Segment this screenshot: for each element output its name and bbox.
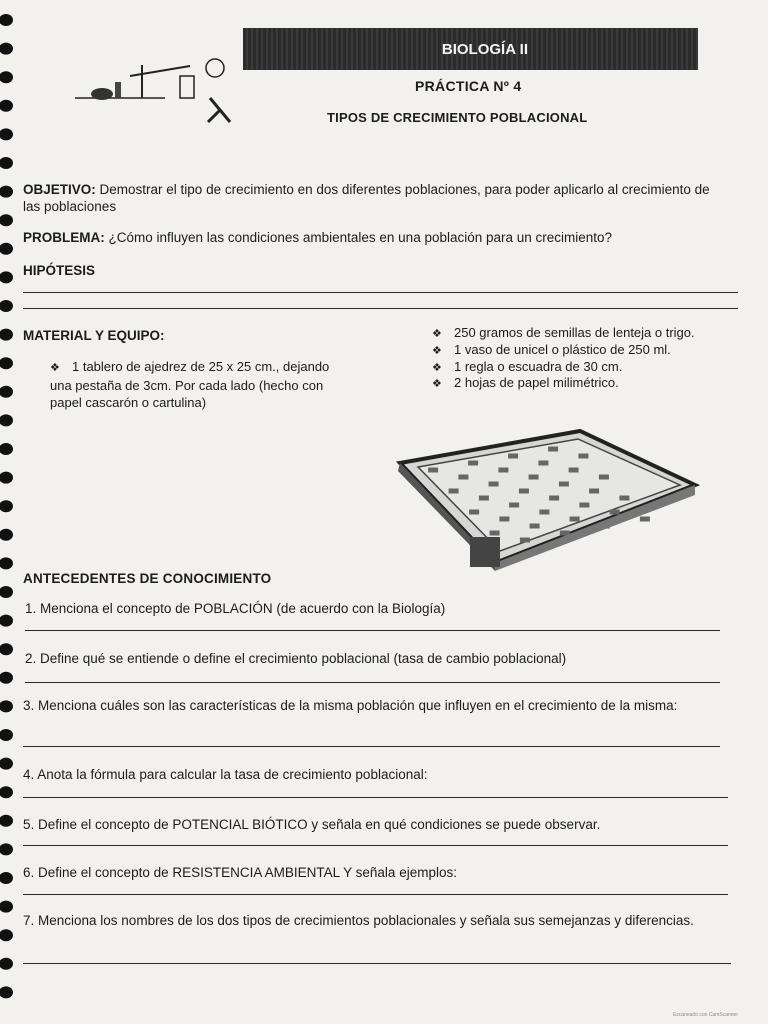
spiral-ring xyxy=(0,14,13,26)
board-square xyxy=(520,538,530,543)
board-square xyxy=(428,468,438,473)
board-square xyxy=(570,517,580,522)
spiral-ring xyxy=(0,958,13,970)
board-square xyxy=(579,503,589,508)
spiral-ring xyxy=(0,214,13,226)
objective-text: Demostrar el tipo de crecimiento en dos diferentes poblaciones, para poder aplicarlo al crecimiento de las poblaciones xyxy=(23,182,710,214)
board-square xyxy=(469,510,479,515)
spiral-ring xyxy=(0,529,13,541)
spiral-ring xyxy=(0,357,13,369)
spiral-ring xyxy=(0,500,13,512)
board-square xyxy=(519,489,529,494)
spiral-ring xyxy=(0,243,13,255)
spiral-ring xyxy=(0,71,13,83)
diamond-bullet-icon: ❖ xyxy=(432,362,442,374)
diamond-bullet-icon: ❖ xyxy=(50,362,60,374)
problem-text: ¿Cómo influyen las condiciones ambientales en una población para un crecimiento? xyxy=(108,230,613,245)
question-2: 2. Define qué se entiende o define el crecimiento poblacional (tasa de cambio poblacional) xyxy=(25,651,567,666)
board-square xyxy=(559,482,569,487)
spiral-binding xyxy=(0,0,22,1024)
hypothesis-line-2 xyxy=(23,308,738,309)
diamond-bullet-icon: ❖ xyxy=(432,328,442,340)
material-item: ❖ 250 gramos de semillas de lenteja o trigo. xyxy=(432,324,752,343)
chessboard-tray-illustration xyxy=(390,425,700,573)
board-square xyxy=(479,496,489,501)
board-square xyxy=(569,468,579,473)
board-square xyxy=(499,517,509,522)
question-7: 7. Menciona los nombres de los dos tipos de crecimientos poblacionales y señala sus semejanzas y diferencias. xyxy=(23,913,694,928)
spiral-ring xyxy=(0,700,13,712)
answer-line-6 xyxy=(23,894,728,895)
board-square xyxy=(530,524,540,529)
answer-line-2 xyxy=(25,682,720,683)
material-item: ❖ 1 regla o escuadra de 30 cm. xyxy=(432,358,752,377)
objective-section xyxy=(23,181,723,215)
board-square xyxy=(640,517,650,522)
spiral-ring xyxy=(0,157,13,169)
board-square xyxy=(539,510,549,515)
spiral-ring xyxy=(0,300,13,312)
board-square xyxy=(489,482,499,487)
diamond-bullet-icon: ❖ xyxy=(432,345,442,357)
board-square xyxy=(538,461,548,466)
spiral-ring xyxy=(0,901,13,913)
spiral-ring xyxy=(0,986,13,998)
board-square xyxy=(458,475,468,480)
spiral-ring xyxy=(0,729,13,741)
material-item: ❖ 1 tablero de ajedrez de 25 x 25 cm., dejando una pestaña de 3cm. Por cada lado (hecho con papel cascarón o cartulina) xyxy=(50,359,330,410)
spiral-ring xyxy=(0,43,13,55)
practice-number: PRÁCTICA Nº 4 xyxy=(415,78,522,94)
spiral-ring xyxy=(0,643,13,655)
board-square xyxy=(548,447,558,452)
hypothesis-label: HIPÓTESIS xyxy=(23,263,96,278)
board-square xyxy=(610,510,620,515)
practice-topic: TIPOS DE CRECIMIENTO POBLACIONAL xyxy=(327,110,588,125)
spiral-ring xyxy=(0,329,13,341)
spiral-ring xyxy=(0,128,13,140)
spiral-ring xyxy=(0,843,13,855)
answer-line-7 xyxy=(23,963,731,964)
lab-illustration xyxy=(70,40,245,130)
scanner-watermark: Escaneado con CamScanner xyxy=(672,1012,738,1018)
material-label: MATERIAL Y EQUIPO: xyxy=(23,328,165,343)
question-4: 4. Anota la fórmula para calcular la tasa de crecimiento poblacional: xyxy=(23,767,428,782)
objective-label: OBJETIVO: xyxy=(23,182,96,197)
spiral-ring xyxy=(0,414,13,426)
spiral-ring xyxy=(0,271,13,283)
question-6: 6. Define el concepto de RESISTENCIA AMBIENTAL Y señala ejemplos: xyxy=(23,865,457,880)
board-square xyxy=(599,475,609,480)
board-square xyxy=(549,496,559,501)
board-square xyxy=(508,454,518,459)
answer-line-1 xyxy=(25,630,720,631)
spiral-ring xyxy=(0,186,13,198)
board-square xyxy=(578,454,588,459)
spiral-ring xyxy=(0,386,13,398)
problem-section xyxy=(23,229,723,246)
material-item: ❖ 1 vaso de unicel o plástico de 250 ml. xyxy=(432,341,752,360)
problem-label: PROBLEMA: xyxy=(23,230,105,245)
spiral-ring xyxy=(0,472,13,484)
hypothesis-line-1 xyxy=(23,292,738,293)
spiral-ring xyxy=(0,672,13,684)
subject-banner: BIOLOGÍA II xyxy=(243,28,698,70)
spiral-ring xyxy=(0,872,13,884)
spiral-ring xyxy=(0,758,13,770)
board-square xyxy=(529,475,539,480)
answer-line-5 xyxy=(23,845,728,846)
spiral-ring xyxy=(0,929,13,941)
spiral-ring xyxy=(0,100,13,112)
spiral-ring xyxy=(0,557,13,569)
board-square xyxy=(468,461,478,466)
spiral-ring xyxy=(0,443,13,455)
question-3: 3. Menciona cuáles son las características de la misma población que influyen en el crecimiento de la misma: xyxy=(23,698,678,713)
diamond-bullet-icon: ❖ xyxy=(432,378,442,390)
question-1: 1. Menciona el concepto de POBLACIÓN (de acuerdo con la Biología) xyxy=(25,601,446,616)
spiral-ring xyxy=(0,786,13,798)
answer-line-4 xyxy=(23,797,728,798)
background-label: ANTECEDENTES DE CONOCIMIENTO xyxy=(23,571,272,586)
question-5: 5. Define el concepto de POTENCIAL BIÓTICO y señala en qué condiciones se puede observar. xyxy=(23,817,601,832)
board-square xyxy=(509,503,519,508)
board-square xyxy=(619,496,629,501)
spiral-ring xyxy=(0,586,13,598)
spiral-ring xyxy=(0,815,13,827)
board-square xyxy=(589,489,599,494)
spiral-ring xyxy=(0,615,13,627)
board-square xyxy=(490,531,500,536)
material-item: ❖ 2 hojas de papel milimétrico. xyxy=(432,374,752,393)
board-square xyxy=(498,468,508,473)
board-square xyxy=(449,489,459,494)
answer-line-3 xyxy=(23,746,720,747)
